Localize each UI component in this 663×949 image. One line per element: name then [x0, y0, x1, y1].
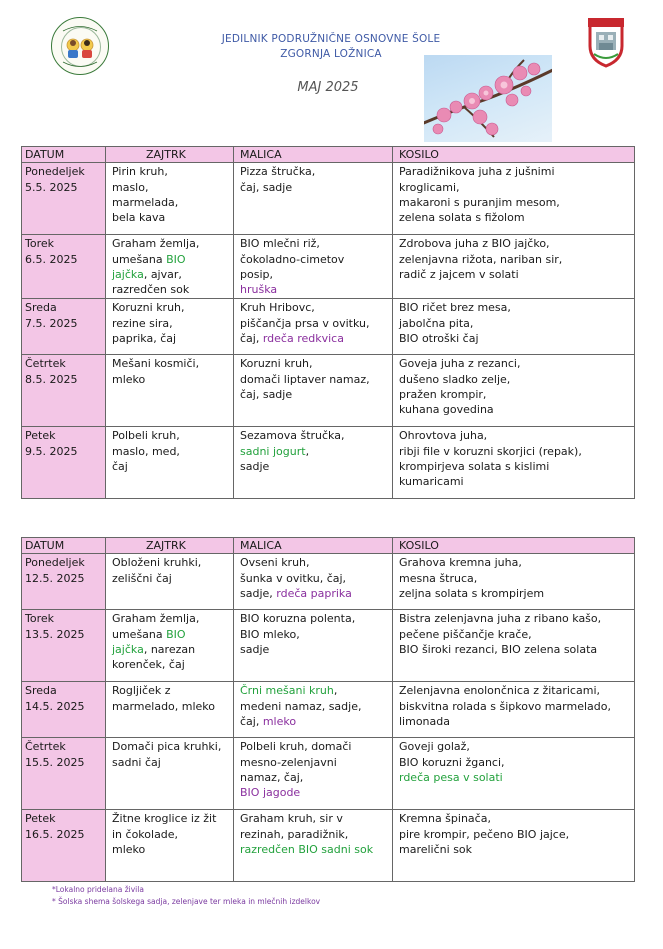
menu-text: paprika, čaj: [112, 332, 177, 346]
malica-cell: [234, 299, 393, 355]
day-date: 12.5. 2025: [25, 571, 85, 585]
menu-text: rdeča redkvica: [262, 332, 344, 346]
school-title: JEDILNIK PODRUŽNIČNE OSNOVNE ŠOLE: [221, 33, 441, 45]
zajtrk-line: [112, 316, 228, 331]
menu-text: Goveja juha z rezanci,: [399, 357, 521, 371]
menu-text: Graham kruh, sir v: [240, 812, 343, 826]
zajtrk-line: [112, 627, 228, 642]
kosilo-line: [399, 164, 629, 179]
zajtrk-line: [112, 657, 228, 672]
zajtrk-cell: [106, 810, 234, 882]
zajtrk-line: [112, 180, 228, 195]
day-name: Petek: [25, 812, 56, 826]
kosilo-line: [399, 827, 629, 842]
zajtrk-line: [112, 459, 228, 474]
malica-line: [240, 267, 387, 282]
table-header-row: [22, 538, 635, 554]
menu-text: Polbeli kruh,: [112, 429, 180, 443]
zajtrk-line: [112, 252, 228, 267]
day-cell: [22, 810, 106, 882]
kosilo-cell: [393, 610, 635, 682]
malica-line: [240, 356, 387, 371]
zajtrk-line: [112, 555, 228, 570]
menu-text: , narezan: [143, 642, 196, 656]
zajtrk-line: [112, 611, 228, 626]
menu-text: umešana: [112, 252, 167, 266]
malica-line: [240, 444, 387, 459]
school-subtitle: ZGORNJA LOŽNICA: [280, 48, 382, 60]
zajtrk-cell: [106, 355, 234, 427]
day-name: Sreda: [25, 301, 57, 315]
menu-text: čaj, sadje: [240, 180, 293, 194]
day-cell: [22, 554, 106, 610]
malica-line: [240, 811, 387, 826]
menu-text: Mešani kosmiči,: [112, 357, 200, 371]
menu-text: čaj,: [240, 714, 263, 728]
menu-text: mleko: [112, 372, 146, 386]
header-malica: MALICA: [234, 147, 393, 163]
zajtrk-cell: [106, 682, 234, 738]
zajtrk-line: [112, 811, 228, 826]
blossom-photo: [424, 55, 552, 142]
menu-table-week-1: [21, 146, 635, 499]
day-date: 6.5. 2025: [25, 252, 78, 266]
kosilo-line: [399, 683, 629, 698]
malica-line: [240, 428, 387, 443]
zajtrk-line: [112, 739, 228, 754]
day-name: Torek: [25, 612, 54, 626]
menu-text: mesna štruca,: [399, 571, 478, 585]
zajtrk-cell: [106, 299, 234, 355]
menu-text: zeliščni čaj: [112, 571, 172, 585]
menu-text: jabolčna pita,: [399, 316, 474, 330]
menu-text: mleko: [112, 842, 146, 856]
menu-text: šunka v ovitku, čaj,: [240, 571, 347, 585]
menu-text: BIO mlečni riž,: [240, 237, 320, 251]
menu-text: ,: [305, 444, 310, 458]
zajtrk-line: [112, 642, 228, 657]
menu-text: sadni jogurt: [240, 444, 306, 458]
menu-table-week-2: [21, 537, 635, 882]
malica-cell: [234, 427, 393, 499]
malica-line: [240, 842, 387, 857]
menu-text: rdeča pesa v solati: [399, 770, 503, 784]
menu-text: korenček, čaj: [112, 658, 185, 672]
menu-text: čokoladno-cimetov: [240, 252, 345, 266]
menu-text: BIO koruzni žganci,: [399, 755, 505, 769]
menu-text: čaj,: [240, 332, 263, 346]
header-datum: DATUM: [22, 147, 106, 163]
table-row: [22, 610, 635, 682]
zajtrk-line: [112, 300, 228, 315]
day-date: 14.5. 2025: [25, 699, 85, 713]
header-kosilo: KOSILO: [393, 538, 635, 554]
menu-text: medeni namaz, sadje,: [240, 699, 362, 713]
menu-text: hruška: [240, 283, 278, 297]
menu-text: zelena solata s fižolom: [399, 211, 525, 225]
kosilo-cell: [393, 299, 635, 355]
malica-line: [240, 699, 387, 714]
malica-line: [240, 827, 387, 842]
malica-line: [240, 571, 387, 586]
menu-text: Ohrovtova juha,: [399, 429, 488, 443]
zajtrk-line: [112, 683, 228, 698]
menu-text: zelenjavna rižota, nariban sir,: [399, 252, 563, 266]
kosilo-line: [399, 428, 629, 443]
menu-text: Ovseni kruh,: [240, 556, 310, 570]
menu-text: makaroni s puranjim mesom,: [399, 195, 560, 209]
malica-line: [240, 770, 387, 785]
malica-line: [240, 300, 387, 315]
table-row: [22, 554, 635, 610]
kosilo-cell: [393, 427, 635, 499]
malica-line: [240, 683, 387, 698]
menu-text: marmelada,: [112, 195, 179, 209]
day-cell: [22, 235, 106, 299]
day-name: Četrtek: [25, 740, 66, 754]
day-date: 7.5. 2025: [25, 316, 78, 330]
menu-text: sadje: [240, 460, 270, 474]
school-logo: [51, 17, 109, 75]
zajtrk-line: [112, 164, 228, 179]
menu-text: umešana: [112, 627, 167, 641]
day-date: 8.5. 2025: [25, 372, 78, 386]
header-zajtrk: ZAJTRK: [106, 147, 234, 163]
day-name: Ponedeljek: [25, 556, 85, 570]
kosilo-line: [399, 252, 629, 267]
menu-text: ribji file v koruzni skorjici (repak),: [399, 444, 582, 458]
day-date: 16.5. 2025: [25, 827, 85, 841]
header-datum: DATUM: [22, 538, 106, 554]
zajtrk-cell: [106, 610, 234, 682]
malica-cell: [234, 738, 393, 810]
menu-text: kroglicami,: [399, 180, 460, 194]
menu-text: Goveji golaž,: [399, 740, 470, 754]
table-row: [22, 738, 635, 810]
menu-text: marmelado, mleko: [112, 699, 216, 713]
menu-text: Obloženi kruhki,: [112, 556, 202, 570]
kosilo-line: [399, 755, 629, 770]
menu-text: posip,: [240, 267, 273, 281]
kosilo-line: [399, 210, 629, 225]
menu-text: sadni čaj: [112, 755, 161, 769]
menu-text: BIO: [166, 627, 186, 641]
menu-text: pražen krompir,: [399, 388, 487, 402]
kosilo-line: [399, 611, 629, 626]
menu-text: Bistra zelenjavna juha z ribano kašo,: [399, 612, 602, 626]
malica-line: [240, 586, 387, 601]
menu-text: jajčka: [112, 267, 144, 281]
malica-line: [240, 252, 387, 267]
kosilo-line: [399, 474, 629, 489]
malica-line: [240, 611, 387, 626]
table-row: [22, 235, 635, 299]
kosilo-line: [399, 387, 629, 402]
day-cell: [22, 427, 106, 499]
menu-text: biskvitna rolada s šipkovo marmelado,: [399, 699, 611, 713]
header-zajtrk: ZAJTRK: [106, 538, 234, 554]
malica-line: [240, 627, 387, 642]
menu-text: domači liptaver namaz,: [240, 372, 370, 386]
kosilo-line: [399, 180, 629, 195]
menu-text: Koruzni kruh,: [240, 357, 313, 371]
menu-text: marelični sok: [399, 842, 473, 856]
kosilo-cell: [393, 682, 635, 738]
zajtrk-cell: [106, 235, 234, 299]
malica-cell: [234, 810, 393, 882]
kosilo-line: [399, 331, 629, 346]
day-date: 5.5. 2025: [25, 180, 78, 194]
menu-text: Pirin kruh,: [112, 165, 168, 179]
menu-text: piščančja prsa v ovitku,: [240, 316, 370, 330]
kosilo-cell: [393, 235, 635, 299]
kosilo-cell: [393, 355, 635, 427]
day-cell: [22, 682, 106, 738]
menu-text: BIO: [166, 252, 186, 266]
table-row: [22, 355, 635, 427]
kosilo-cell: [393, 554, 635, 610]
menu-text: Domači pica kruhki,: [112, 740, 222, 754]
menu-text: BIO ričet brez mesa,: [399, 301, 511, 315]
menu-text: mesno-zelenjavni: [240, 755, 337, 769]
kosilo-line: [399, 459, 629, 474]
menu-text: rezine sira,: [112, 316, 173, 330]
malica-line: [240, 282, 387, 297]
table-row: [22, 427, 635, 499]
malica-line: [240, 642, 387, 657]
kosilo-cell: [393, 810, 635, 882]
day-cell: [22, 163, 106, 235]
zajtrk-cell: [106, 554, 234, 610]
menu-text: Žitne kroglice iz žit: [112, 812, 217, 826]
malica-cell: [234, 355, 393, 427]
zajtrk-line: [112, 755, 228, 770]
kosilo-cell: [393, 738, 635, 810]
table-header-row: [22, 147, 635, 163]
menu-text: bela kava: [112, 211, 166, 225]
menu-text: maslo, med,: [112, 444, 180, 458]
kosilo-line: [399, 739, 629, 754]
kosilo-line: [399, 356, 629, 371]
malica-line: [240, 755, 387, 770]
menu-text: rezinah, paradižnik,: [240, 827, 349, 841]
menu-text: namaz, čaj,: [240, 770, 304, 784]
day-name: Četrtek: [25, 357, 66, 371]
kosilo-line: [399, 714, 629, 729]
kosilo-line: [399, 699, 629, 714]
zajtrk-cell: [106, 427, 234, 499]
kosilo-line: [399, 236, 629, 251]
zajtrk-line: [112, 842, 228, 857]
menu-text: pire krompir, pečeno BIO jajce,: [399, 827, 570, 841]
menu-text: BIO koruzna polenta,: [240, 612, 356, 626]
menu-text: radič z jajcem v solati: [399, 267, 519, 281]
kosilo-line: [399, 300, 629, 315]
malica-cell: [234, 682, 393, 738]
kosilo-line: [399, 642, 629, 657]
menu-text: krompirjeva solata s kislimi: [399, 460, 550, 474]
kosilo-line: [399, 627, 629, 642]
malica-line: [240, 459, 387, 474]
menu-text: Rogljiček z: [112, 684, 171, 698]
menu-text: Graham žemlja,: [112, 612, 200, 626]
menu-text: Črni mešani kruh: [240, 684, 334, 698]
malica-cell: [234, 610, 393, 682]
menu-text: kumaricami: [399, 475, 464, 489]
menu-text: Graham žemlja,: [112, 237, 200, 251]
menu-text: pečene piščančje krače,: [399, 627, 532, 641]
menu-text: BIO mleko,: [240, 627, 300, 641]
menu-text: , ajvar,: [143, 267, 182, 281]
day-date: 15.5. 2025: [25, 755, 85, 769]
day-date: 9.5. 2025: [25, 444, 78, 458]
day-name: Ponedeljek: [25, 165, 85, 179]
menu-text: Sezamova štručka,: [240, 429, 345, 443]
zajtrk-line: [112, 195, 228, 210]
kosilo-cell: [393, 163, 635, 235]
zajtrk-line: [112, 571, 228, 586]
day-name: Sreda: [25, 684, 57, 698]
zajtrk-line: [112, 267, 228, 282]
kosilo-line: [399, 402, 629, 417]
kosilo-line: [399, 770, 629, 785]
kosilo-line: [399, 555, 629, 570]
malica-cell: [234, 163, 393, 235]
table-row: [22, 682, 635, 738]
table-row: [22, 299, 635, 355]
kosilo-line: [399, 842, 629, 857]
table-row: [22, 810, 635, 882]
menu-text: Paradižnikova juha z jušnimi: [399, 165, 555, 179]
menu-text: kuhana govedina: [399, 403, 494, 417]
malica-cell: [234, 235, 393, 299]
header-malica: MALICA: [234, 538, 393, 554]
menu-text: BIO široki rezanci, BIO zelena solata: [399, 642, 598, 656]
zajtrk-line: [112, 372, 228, 387]
day-name: Petek: [25, 429, 56, 443]
menu-text: čaj, sadje: [240, 388, 293, 402]
footnote-school-scheme: * Šolska shema šolskega sadja, zelenjave ter mleka in mlečnih izdelkov: [52, 897, 321, 906]
menu-text: Koruzni kruh,: [112, 301, 185, 315]
footnote-local: *Lokalno pridelana živila: [52, 885, 144, 894]
kosilo-line: [399, 444, 629, 459]
malica-line: [240, 180, 387, 195]
menu-text: sadje,: [240, 586, 277, 600]
malica-line: [240, 236, 387, 251]
zajtrk-line: [112, 331, 228, 346]
zajtrk-cell: [106, 163, 234, 235]
menu-text: Kruh Hribovc,: [240, 301, 315, 315]
table-row: [22, 163, 635, 235]
menu-text: čaj: [112, 460, 128, 474]
kosilo-line: [399, 267, 629, 282]
menu-text: Kremna špinača,: [399, 812, 491, 826]
malica-cell: [234, 554, 393, 610]
header-kosilo: KOSILO: [393, 147, 635, 163]
menu-text: sadje: [240, 642, 270, 656]
day-cell: [22, 610, 106, 682]
zajtrk-line: [112, 444, 228, 459]
zajtrk-line: [112, 236, 228, 251]
day-cell: [22, 299, 106, 355]
zajtrk-line: [112, 356, 228, 371]
menu-text: maslo,: [112, 180, 149, 194]
menu-text: zeljna solata s krompirjem: [399, 586, 545, 600]
menu-text: Grahova kremna juha,: [399, 556, 522, 570]
menu-text: mleko: [262, 714, 297, 728]
malica-line: [240, 714, 387, 729]
menu-text: BIO jagode: [240, 786, 301, 800]
menu-text: in čokolade,: [112, 827, 179, 841]
month-title: MAJ 2025: [297, 80, 359, 95]
kosilo-line: [399, 316, 629, 331]
menu-text: razredčen sok: [112, 283, 190, 297]
menu-text: Pizza štručka,: [240, 165, 316, 179]
day-cell: [22, 355, 106, 427]
malica-line: [240, 739, 387, 754]
malica-line: [240, 164, 387, 179]
malica-line: [240, 316, 387, 331]
menu-text: Polbeli kruh, domači: [240, 740, 352, 754]
malica-line: [240, 387, 387, 402]
menu-text: dušeno sladko zelje,: [399, 372, 511, 386]
menu-text: jajčka: [112, 642, 144, 656]
menu-text: BIO otroški čaj: [399, 332, 479, 346]
menu-text: limonada: [399, 714, 450, 728]
zajtrk-cell: [106, 738, 234, 810]
menu-text: razredčen BIO sadni sok: [240, 842, 374, 856]
zajtrk-line: [112, 210, 228, 225]
day-name: Torek: [25, 237, 54, 251]
crest-logo: [586, 16, 626, 68]
zajtrk-line: [112, 699, 228, 714]
kosilo-line: [399, 372, 629, 387]
malica-line: [240, 372, 387, 387]
zajtrk-line: [112, 827, 228, 842]
day-cell: [22, 738, 106, 810]
kosilo-line: [399, 571, 629, 586]
malica-line: [240, 331, 387, 346]
kosilo-line: [399, 195, 629, 210]
menu-text: Zelenjavna enolončnica z žitaricami,: [399, 684, 600, 698]
menu-text: Zdrobova juha z BIO jajčko,: [399, 237, 550, 251]
zajtrk-line: [112, 428, 228, 443]
kosilo-line: [399, 586, 629, 601]
malica-line: [240, 555, 387, 570]
menu-text: rdeča paprika: [276, 586, 352, 600]
day-date: 13.5. 2025: [25, 627, 85, 641]
kosilo-line: [399, 811, 629, 826]
menu-text: ,: [333, 684, 338, 698]
zajtrk-line: [112, 282, 228, 297]
malica-line: [240, 785, 387, 800]
